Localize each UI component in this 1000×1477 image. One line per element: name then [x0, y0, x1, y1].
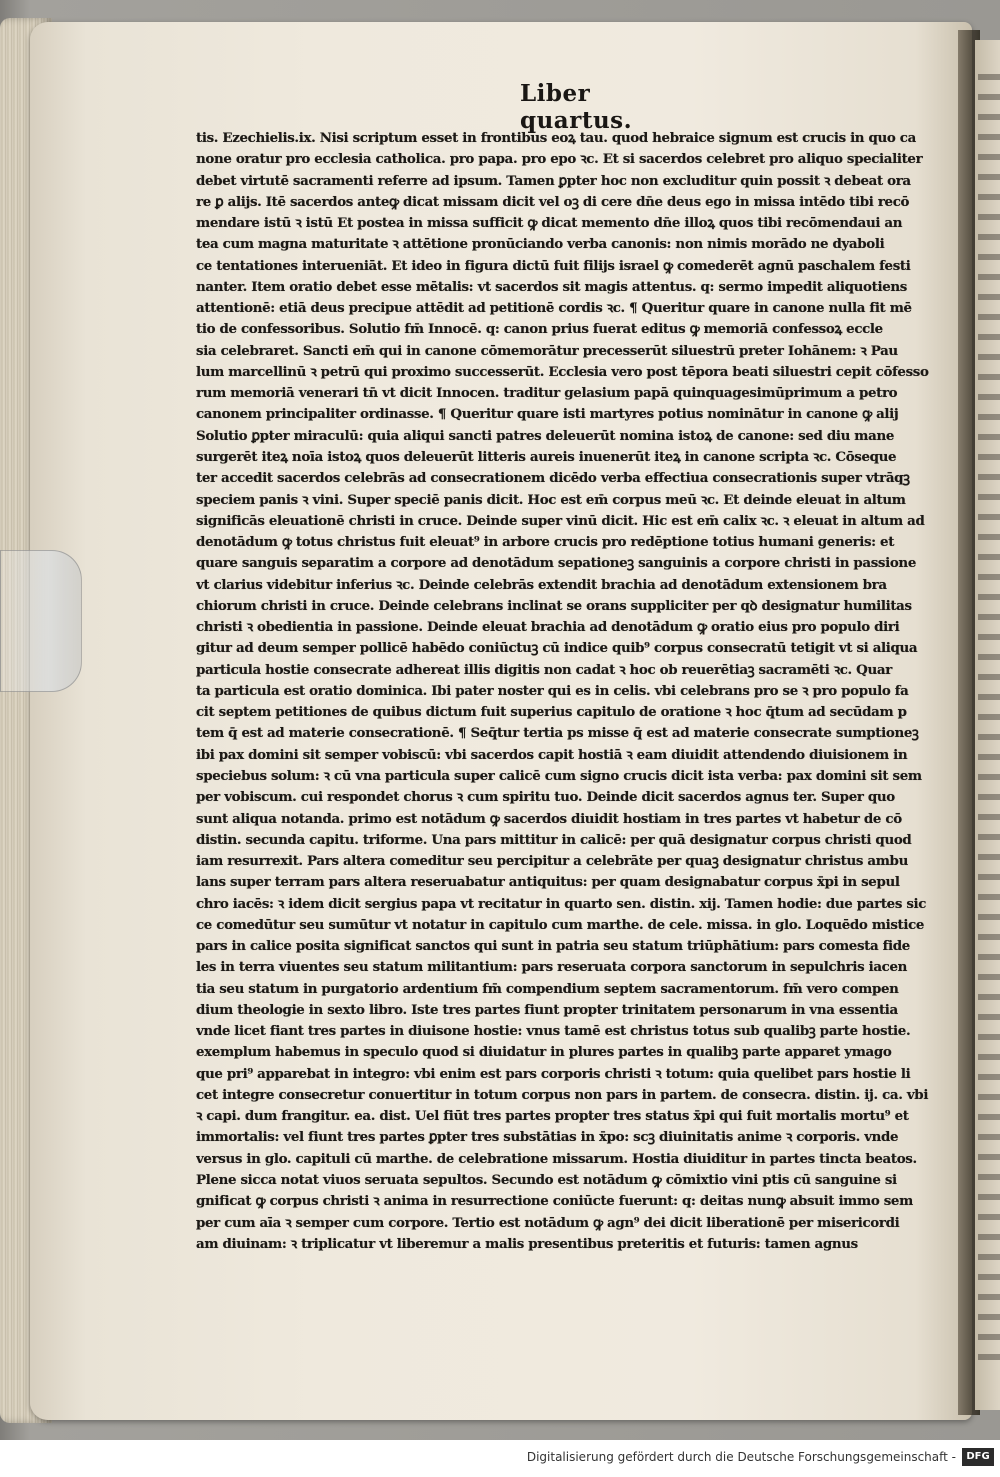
text-line: rum memoriā venerari tn̄ vt dicit Innocen. traditur gelasium papā quinquagesimūprimum a petro — [196, 385, 898, 402]
text-line: mendare istū ꝛ istū Et postea in missa sufficit ꝙ dicat memento dn̄e illoꝝ quos tibi recōmendaui an — [196, 215, 903, 232]
text-line: ta particula est oratio dominica. Ibi pater noster qui es in celis. vbi celebrans pro se ꝛ pro populo fa — [196, 682, 909, 699]
text-line: tio de confessoribus. Solutio fm̄ Innocē. q: canon prius fuerat editus ꝙ memoriā confessoꝝ eccle — [196, 321, 883, 338]
running-head: Liber quartus. — [520, 80, 633, 134]
text-line: denotādum ꝙ totus christus fuit eleuat⁹ in arbore crucis pro redēptione totius humani generis: et — [196, 534, 895, 551]
text-line: Plene sicca notat viuos seruata sepultos. Secundo est notādum ꝙ cōmixtio vini ptis cū sanguine si — [196, 1172, 897, 1189]
text-line: attentionē: etiā deus precipue attēdit ad petitionē cordis ꝛc. ¶ Queritur quare in canone nulla fit mē — [196, 300, 912, 317]
text-line: sunt aliqua notanda. primo est notādum ꝙ sacerdos diuidit hostiam in tres partes vt habetur de cō — [196, 810, 902, 827]
text-line: distin. secunda capitu. triforme. Una pars mittitur in calicē: per quā designatur corpus christi quod — [196, 831, 912, 848]
text-line: vnde licet fiant tres partes in diuisone hostie: vnus tamē est christus totus sub qualibꝫ parte hostie. — [196, 1023, 911, 1040]
text-line: gitur ad deum semper pollicē habēdo coniūctuꝫ cū indice quib⁹ corpus consecratū tetigit vt si aliqua — [196, 640, 918, 657]
text-line: speciebus solum: ꝛ cū vna particula super calicē cum signo crucis dicit ista verba: pax domini sit sem — [196, 767, 922, 784]
text-line: significās eleuationē christi in cruce. Deinde super vinū dicit. Hic est em̄ calix ꝛc. ꝛ eleuat in altum ad — [196, 512, 925, 529]
text-line: immortalis: vel fiunt tres partes ꝑpter tres substātias in x̄po: scꝫ diuinitatis anime ꝛ corporis. vnde — [196, 1129, 899, 1146]
text-line: gnificat ꝙ corpus christi ꝛ anima in resurrectione coniūcte fuerunt: q: deitas nunꝙ absuit immo sem — [196, 1193, 913, 1210]
text-line: particula hostie consecrate adhereat illis digitis non cadat ꝛ hoc ob reuerētiaꝫ sacramēti ꝛc. Quar — [196, 661, 892, 678]
text-line: lum marcellinū ꝛ petrū qui proximo successerūt. Ecclesia vero post tēpora beati siluestri cepit cōfesso — [196, 363, 929, 380]
footer-credit: Digitalisierung gefördert durch die Deutsche Forschungsgemeinschaft - — [526, 1450, 956, 1464]
text-line: chiorum christi in cruce. Deinde celebrans inclinat se orans suppliciter per qꝺ designatur humilitas — [196, 597, 912, 614]
text-line: cet integre consecretur conuertitur in totum corpus non pars in partem. de consecra. distin. ij. ca. vbi — [196, 1086, 929, 1103]
text-line: tia seu statum in purgatorio ardentium fm̄ compendium septem sacramentorum. fm̄ vero compen — [196, 980, 899, 997]
text-line: versus in glo. capituli cū marthe. de celebratione missarum. Hostia diuiditur in partes tincta beatos. — [196, 1150, 917, 1167]
text-line: iam resurrexit. Pars altera comeditur seu percipitur a celebrāte per quaꝫ designatur christus ambu — [196, 853, 908, 870]
text-line: ibi pax domini sit semper vobiscū: vbi sacerdos capit hostiā ꝛ eam diuidit attendendo diuisionem in — [196, 746, 908, 763]
text-line: cit septem petitiones de quibus dictum fuit superius capitulo de oratione ꝛ hoc q̄tum ad secūdam p — [196, 704, 907, 721]
text-line: debet virtutē sacramenti referre ad ipsum. Tamen ꝑpter hoc non excluditur quin possit ꝛ debeat ora — [196, 172, 911, 189]
text-line: per cum aīa ꝛ semper cum corpore. Tertio est notādum ꝙ agn⁹ dei dicit liberationē per misericordi — [196, 1214, 900, 1231]
text-line: tea cum magna maturitate ꝛ attētione pronūciando verba canonis: non nimis morādo ne dyaboli — [196, 236, 885, 253]
text-line: am diuinam: ꝛ triplicatur vt liberemur a malis presentibus preteritis et futuris: tamen agnus — [196, 1235, 858, 1252]
text-line: nanter. Item oratio debet esse mētalis: vt sacerdos sit magis attentus. q: sermo impedit aliquotiens — [196, 278, 907, 295]
text-line: ꝛ capi. dum frangitur. ea. dist. Uel fiūt tres partes propter tres status x̄pi qui fuit mortalis mortu⁹ et — [196, 1108, 909, 1125]
text-line: exemplum habemus in speculo quod si diuidatur in plures partes in qualibꝫ parte apparet ymago — [196, 1044, 892, 1061]
text-line: surgerēt iteꝝ noīa istoꝝ quos deleuerūt litteris aureis inuenerūt iteꝝ in canone scripta ꝛc. Cōseque — [196, 448, 897, 465]
text-line: dium theologie in sexto libro. Iste tres partes fiunt propter trinitatem personarum in vna essentia — [196, 1001, 898, 1018]
text-line: canonem principaliter ordinasse. ¶ Queritur quare isti martyres potius nominātur in canone ꝙ alij — [196, 406, 899, 423]
text-line: christi ꝛ obedientia in passione. Deinde eleuat brachia ad denotādum ꝙ oratio eius pro populo diri — [196, 619, 900, 636]
text-line: tis. Ezechielis.ix. Nisi scriptum esset in frontibus eoꝝ tau. quod hebraice signum est crucis in quo ca — [196, 130, 916, 146]
text-line: quare sanguis separatim a corpore ad denotādum sepationeꝫ sanguinis a corpore christi in passione — [196, 555, 916, 572]
text-line: ce comedūtur seu sumūtur vt notatur in capitulo cum marthe. de cele. missa. in glo. Loquēdo mistice — [196, 916, 925, 933]
text-line: les in terra viuentes seu statum militantium: pars reseruata corpora sanctorum in sepulchris iacen — [196, 959, 908, 976]
text-line: sia celebraret. Sancti em̄ qui in canone cōmemorātur precesserūt siluestrū preter Iohānem: ꝛ Pau — [196, 342, 898, 359]
text-line: pars in calice posita significat sanctos qui sunt in patria seu statum triūphātium: pars comesta fide — [196, 938, 910, 955]
text-line: que pri⁹ apparebat in integro: vbi enim est pars corporis christi ꝛ totum: quia quelibet pars hostie li — [196, 1065, 911, 1082]
text-line: tem q̄ est ad materie consecrationē. ¶ Seq̄tur tertia ps misse q̄ est ad materie consecrate sumptioneꝫ — [196, 725, 919, 742]
facing-page-text-fragment — [978, 60, 1000, 1360]
text-line: per vobiscum. cui respondet chorus ꝛ cum spiritu tuo. Deinde dicit sacerdos agnus ter. Super quo — [196, 789, 895, 806]
text-line: lans super terram pars altera reseruabatur antiquitus: per quam designabatur corpus x̄pi in sepul — [196, 874, 900, 891]
text-column — [196, 128, 934, 1278]
text-line: vt clarius videbitur inferius ꝛc. Deinde celebrās extendit brachia ad denotādum extensionem bra — [196, 576, 887, 593]
text-line: ce tentationes interueniāt. Et ideo in figura dictū fuit filijs israel ꝙ comederēt agnū paschalem festi — [196, 257, 911, 274]
text-line: re ꝑ alijs. Itē sacerdos anteꝙ dicat missam dicit vel oꝫ di cere dn̄e deus ego in missa intēdo tibi recō — [196, 193, 910, 210]
page-clip — [0, 550, 82, 692]
text-line: ter accedit sacerdos celebrās ad consecrationem dicēdo verba effectiua consecrationis super vtrāqꝫ — [196, 470, 910, 487]
text-line: speciem panis ꝛ vini. Super speciē panis dicit. Hoc est em̄ corpus meū ꝛc. Et deinde eleuat in altum — [196, 491, 906, 508]
text-line: chro iacēs: ꝛ idem dicit sergius papa vt recitatur in quarto sen. distin. xij. Tamen hodie: due partes sic — [196, 895, 927, 912]
dfg-logo: DFG — [962, 1448, 994, 1466]
text-line: Solutio ꝑpter miraculū: quia aliqui sancti patres deleuerūt nomina istoꝝ de canone: sed diu mane — [196, 427, 894, 444]
text-line: none oratur pro ecclesia catholica. pro papa. pro epo ꝛc. Et si sacerdos celebret pro aliquo specialiter — [196, 151, 923, 168]
footer-bar — [0, 1440, 1000, 1477]
